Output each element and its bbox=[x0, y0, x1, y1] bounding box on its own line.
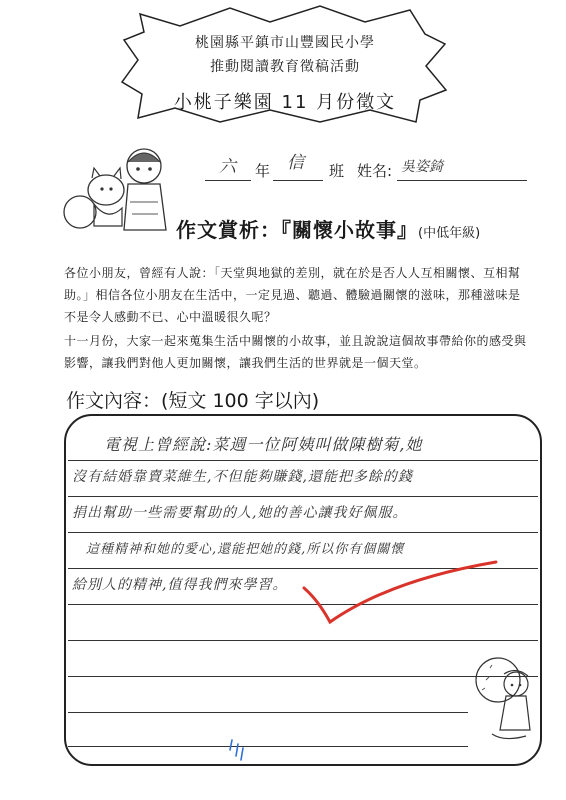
handwritten-line: 電視上曾經說:菜週一位阿姨叫做陳樹菊,她 bbox=[104, 435, 423, 454]
grade-check-mark-icon bbox=[300, 560, 500, 634]
grade-underline bbox=[205, 180, 251, 181]
section-title-text: 作文賞析：『關懷小故事』 bbox=[176, 218, 418, 242]
name-label: 姓名: bbox=[357, 162, 393, 180]
page-title: 小桃子樂園 11 月份徵文 bbox=[173, 92, 397, 113]
children-cartoon-illustration bbox=[58, 142, 178, 241]
blue-ink-marks-icon bbox=[228, 738, 248, 768]
girl-illustration bbox=[470, 650, 542, 754]
section-level: (中低年級) bbox=[418, 226, 481, 241]
writing-prompt: 作文內容：(短文 100 字以內) bbox=[66, 390, 320, 412]
writing-line bbox=[68, 676, 538, 677]
cartoon-kid-with-pet-icon bbox=[58, 142, 178, 237]
activity-name: 推動閱讀教育徵稿活動 bbox=[210, 59, 360, 75]
handwritten-line: 這種精神和她的愛心,還能把她的錢,所以你有個關懷 bbox=[86, 542, 405, 557]
handwritten-line: 捐出幫助一些需要幫助的人,她的善心讓我好佩服。 bbox=[72, 505, 408, 521]
writing-line bbox=[68, 532, 538, 533]
school-name: 桃園縣平鎮市山豐國民小學 bbox=[195, 35, 375, 51]
class-label: 班 bbox=[329, 162, 345, 180]
name-value: 吳姿錡 bbox=[401, 159, 443, 175]
handwritten-line: 沒有結婚靠賣菜維生,不但能夠賺錢,還能把多餘的錢 bbox=[72, 469, 413, 485]
writing-line bbox=[68, 712, 468, 713]
task-paragraph: 十一月份，大家一起來蒐集生活中關懷的小故事，並且說說這個故事帶給你的感受與影響，讓我們對他人更加關懷，讓我們生活的世界就是一個天堂。 bbox=[64, 334, 527, 370]
writing-line bbox=[68, 746, 468, 747]
class-underline bbox=[273, 180, 323, 181]
name-underline bbox=[397, 180, 527, 181]
writing-line bbox=[68, 460, 538, 461]
intro-paragraph: 各位小朋友，曾經有人說：「天堂與地獄的差別，就在於是否人人互相關懷、互相幫助。」相信各位小朋友在生活中，一定見過、聽過、體驗過關懷的滋味，那種滋味是不是令人感動不已、心中溫暖很久呢？ bbox=[64, 266, 521, 324]
writing-line bbox=[68, 640, 538, 641]
section-title bbox=[176, 214, 480, 243]
handwritten-line: 給別人的精神,值得我們來學習。 bbox=[72, 577, 288, 593]
grade-value: 六 bbox=[219, 157, 236, 177]
writing-line bbox=[68, 496, 538, 497]
grade-label: 年 bbox=[255, 162, 271, 180]
class-value: 信 bbox=[287, 153, 304, 173]
girl-cartoon-icon bbox=[470, 650, 542, 750]
header-banner bbox=[120, 4, 450, 124]
student-info-row bbox=[205, 150, 535, 184]
